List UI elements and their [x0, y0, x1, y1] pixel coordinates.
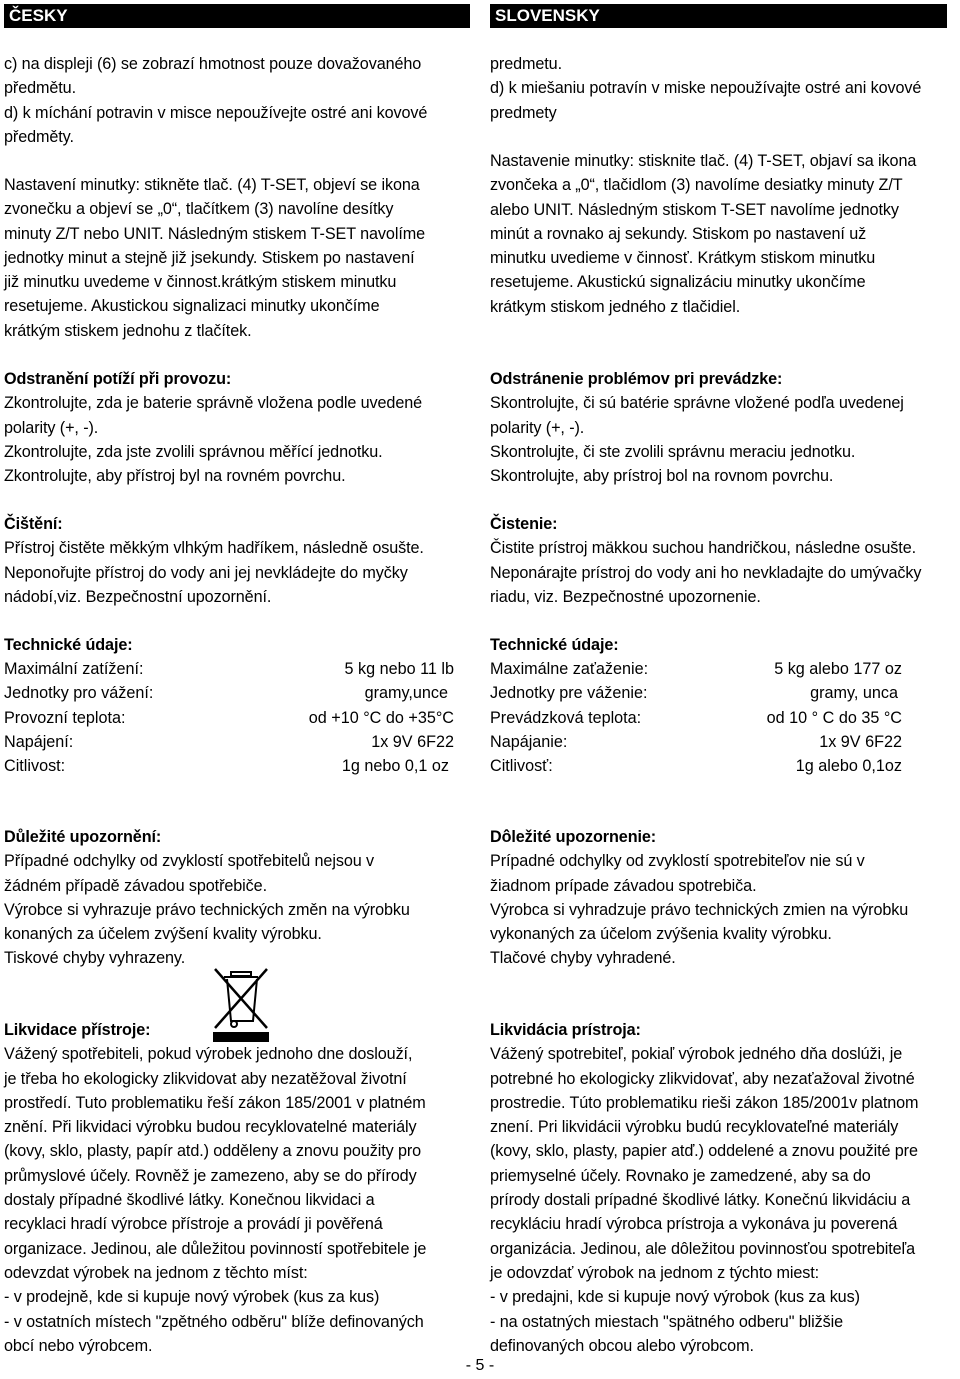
- cz-clean-line: Neponořujte přístroj do vody ani jej nevkládejte do myčky: [4, 563, 408, 582]
- czech-column: [4, 0, 470, 1355]
- cz-disposal-line: prostředí. Tuto problematiku řeší zákon 185/2001 v platném: [4, 1093, 426, 1112]
- slovak-column: [490, 0, 956, 1355]
- sk-trouble-line: Skontrolujte, či ste zvolili správnu meraciu jednotku.: [490, 442, 856, 461]
- cz-trouble-line: Zkontrolujte, zda je baterie správně vložena podle uvedené: [4, 394, 423, 413]
- cz-intro: [4, 52, 470, 149]
- sk-tech-specs: [490, 657, 902, 778]
- cz-cleaning: [4, 512, 470, 609]
- cz-disposal-line: - v prodejně, kde si kupuje nový výrobek (kus za kus): [4, 1288, 380, 1307]
- sk-intro-line: predmetu.: [490, 55, 562, 73]
- cz-spec-row: [4, 754, 454, 778]
- sk-timer-line: Nastavenie minutky: stisknite tlač. (4) T-SET, objaví sa ikona: [490, 152, 917, 170]
- cz-intro-line: d) k míchání potravin v misce nepoužívejte ostré ani kovové: [4, 103, 428, 122]
- czech-header: ČESKY: [4, 4, 470, 28]
- spec-value: 1x 9V 6F22: [371, 732, 454, 751]
- cz-important-line: Výrobce si vyhrazuje právo technických změn na výrobku: [4, 900, 410, 919]
- cz-tech-specs: [4, 657, 454, 778]
- sk-clean-line: riadu, viz. Bezpečnostné upozornenie.: [490, 587, 761, 606]
- spec-label: Maximální zatížení:: [4, 660, 144, 678]
- cz-intro-line: předmětu.: [4, 79, 76, 98]
- sk-spec-row: [490, 657, 902, 681]
- sk-spec-row: [490, 730, 902, 754]
- cz-important-line: Tiskové chyby vyhrazeny.: [4, 949, 186, 968]
- cz-trouble-title: Odstranění potíží při provozu:: [4, 370, 232, 388]
- sk-timer-line: zvončeka a „0“, tlačidlom (3) navolíme desiatky minuty Z/T: [490, 176, 903, 195]
- crossed-out-wheelie-bin-icon: [210, 964, 272, 1044]
- cz-disposal-line: organizace. Jedinou, ale důležitou povinností spotřebitele je: [4, 1239, 427, 1258]
- spec-value: 1g nebo 0,1 oz: [341, 757, 449, 776]
- sk-important-line: Tlačové chyby vyhradené.: [490, 949, 676, 968]
- sk-trouble-line: Skontrolujte, aby prístroj bol na rovnom povrchu.: [490, 467, 834, 486]
- sk-timer: [490, 149, 956, 319]
- cz-disposal-line: (kovy, sklo, plasty, papír atd.) odděleny a znovu použity pro: [4, 1142, 422, 1161]
- sk-disposal-line: potrebné ho ekologicky zlikvidovať, aby nezaťažoval životné: [490, 1069, 915, 1088]
- sk-clean-line: Čistite prístroj mäkkou suchou handričkou, následne osušte.: [490, 539, 916, 558]
- cz-spec-row: [4, 681, 454, 705]
- cz-important-line: žádném případě závadou spotřebiče.: [4, 876, 267, 895]
- spec-label: Maximálne zaťaženie:: [490, 660, 649, 678]
- cz-intro-line: předměty.: [4, 127, 74, 146]
- sk-disposal-line: definovaných obcou alebo výrobcom.: [490, 1336, 754, 1355]
- cz-spec-row: [4, 730, 454, 754]
- cz-important-line: Případné odchylky od zvyklostí spotřebitelů nejsou v: [4, 852, 375, 871]
- sk-trouble-title: Odstránenie problémov pri prevádzke:: [490, 370, 783, 388]
- spec-value: 5 kg alebo 177 oz: [774, 660, 902, 678]
- sk-intro-line: predmety: [490, 103, 557, 122]
- cz-clean-line: Přístroj čistěte měkkým vlhkým hadříkem, následně osušte.: [4, 539, 424, 558]
- cz-important: [4, 825, 470, 971]
- sk-disposal-line: priemyselné účely. Rovnako je zamedzené, aby sa do: [490, 1166, 871, 1185]
- spec-label: Jednotky pre váženie:: [490, 684, 648, 703]
- cz-troubleshooting: [4, 367, 470, 488]
- cz-timer: [4, 173, 470, 343]
- sk-disposal: [490, 1018, 956, 1358]
- cz-trouble-line: polarity (+, -).: [4, 418, 99, 437]
- spec-label: Napájanie:: [490, 732, 568, 751]
- cz-disposal-title: Likvidace přístroje:: [4, 1021, 151, 1039]
- sk-important-line: žiadnom prípade závadou spotrebiča.: [490, 876, 757, 895]
- sk-timer-line: minutku uvedieme v činnosť. Krátkym stiskom minutku: [490, 249, 876, 268]
- sk-important: [490, 825, 956, 971]
- sk-disposal-line: organizácia. Jedinou, ale dôležitou povinnosťou spotrebiteľa: [490, 1239, 916, 1258]
- cz-disposal-line: Vážený spotřebiteli, pokud výrobek jednoho dne doslouží,: [4, 1045, 413, 1064]
- spec-value: gramy, unca: [810, 684, 898, 703]
- cz-clean-line: nádobí,viz. Bezpečnostní upozornění.: [4, 587, 272, 606]
- sk-disposal-line: prostredie. Túto problematiku rieši zákon 185/2001v platnom: [490, 1093, 919, 1112]
- spec-value: od +10 °C do +35°C: [308, 708, 454, 727]
- sk-disposal-line: recykláciu hradí výrobca prístroja a vykonáva ju poverená: [490, 1215, 898, 1234]
- cz-timer-line: jednotky minut a stejně již jsekundy. Stiskem po nastavení: [4, 248, 415, 267]
- spec-label: Jednotky pro vážení:: [4, 684, 154, 703]
- sk-trouble-line: polarity (+, -).: [490, 418, 585, 437]
- sk-disposal-line: (kovy, sklo, plasty, papier atď.) oddelené a znovu použité pre: [490, 1142, 918, 1161]
- spec-label: Citlivosť:: [490, 757, 553, 776]
- cz-trouble-line: Zkontrolujte, aby přístroj byl na rovném povrchu.: [4, 467, 346, 486]
- cz-spec-row: [4, 657, 454, 681]
- spec-value: od 10 ° C do 35 °C: [766, 708, 902, 727]
- cz-disposal: [4, 1018, 470, 1358]
- sk-trouble-line: Skontrolujte, či sú batérie správne vložené podľa uvedenej: [490, 394, 904, 413]
- sk-disposal-line: - na ostatných miestach "spätného odberu" bližšie: [490, 1312, 844, 1331]
- sk-disposal-line: prírody dostali prípadné škodlivé látky. Konečnú likvidáciu a: [490, 1191, 911, 1210]
- sk-important-line: Výrobca si vyhradzuje právo technických zmien na výrobku: [490, 900, 909, 919]
- spec-label: Napájení:: [4, 732, 74, 751]
- sk-important-title: Dôležité upozornenie:: [490, 828, 657, 846]
- sk-timer-line: resetujeme. Akustickú signalizáciu minutky ukončíme: [490, 273, 866, 292]
- sk-important-line: Prípadné odchylky od zvyklostí spotrebiteľov nie sú v: [490, 852, 865, 871]
- slovak-header: SLOVENSKY: [490, 4, 947, 28]
- cz-timer-line: minuty Z/T nebo UNIT. Následným stiskem T-SET navolíme: [4, 224, 426, 243]
- sk-spec-row: [490, 681, 902, 705]
- cz-spec-row: [4, 706, 454, 730]
- cz-disposal-line: - v ostatních místech "zpětného odběru" blíže definovaných: [4, 1312, 424, 1331]
- spec-value: gramy,unce: [364, 684, 448, 703]
- cz-trouble-line: Zkontrolujte, zda jste zvolili správnou měřící jednotku.: [4, 442, 383, 461]
- sk-spec-row: [490, 706, 902, 730]
- sk-disposal-line: Vážený spotrebiteľ, pokiaľ výrobok jedného dňa doslúži, je: [490, 1045, 903, 1064]
- sk-cleaning: [490, 512, 956, 609]
- sk-disposal-line: znení. Pri likvidácii výrobku budú recyklovateľné materiály: [490, 1118, 899, 1137]
- sk-clean-line: Neponárajte prístroj do vody ani ho nevkladajte do umývačky: [490, 563, 922, 582]
- cz-timer-line: krátkým stiskem jednohu z tlačítek.: [4, 321, 252, 340]
- spec-value: 1g alebo 0,1oz: [795, 757, 902, 776]
- spec-label: Citlivost:: [4, 757, 66, 776]
- sk-tech-title: Technické údaje:: [490, 636, 619, 654]
- cz-timer-line: již minutku uvedeme v činnost.krátkým stiskem minutku: [4, 273, 397, 292]
- cz-disposal-line: odevzdat výrobek na jednom z těchto míst:: [4, 1263, 308, 1282]
- sk-intro: [490, 52, 956, 125]
- sk-timer-line: krátkym stiskom jedného z tlačidiel.: [490, 297, 741, 316]
- sk-disposal-line: je odovzdať výrobok na jednom z týchto miest:: [490, 1263, 820, 1282]
- cz-disposal-line: znění. Při likvidaci výrobku budou recyklovatelné materiály: [4, 1118, 417, 1137]
- cz-disposal-line: průmyslové účely. Rovněž je zamezeno, aby se do přírody: [4, 1166, 417, 1185]
- sk-important-line: vykonaných za účelom zvýšenia kvality výrobku.: [490, 925, 832, 944]
- cz-important-line: konaných za účelem zvýšení kvality výrobku.: [4, 925, 322, 944]
- spec-value: 1x 9V 6F22: [819, 732, 902, 751]
- sk-intro-line: d) k miešaniu potravín v miske nepoužívajte ostré ani kovové: [490, 79, 922, 98]
- cz-disposal-line: dostaly případné škodlivé látky. Konečnou likvidaci a: [4, 1191, 375, 1210]
- page-number: - 5 -: [465, 1357, 495, 1374]
- spec-label: Prevádzková teplota:: [490, 708, 642, 727]
- cz-timer-line: Nastavení minutky: stikněte tlač. (4) T-SET, objeví se ikona: [4, 176, 420, 194]
- spec-label: Provozní teplota:: [4, 708, 126, 727]
- cz-timer-line: resetujeme. Akustickou signalizaci minutky ukončíme: [4, 297, 380, 316]
- cz-disposal-line: recyklaci hradí výrobce přístroje a provádí ji pověřená: [4, 1215, 383, 1234]
- cz-timer-line: zvonečku a objeví se „0“, tlačítkem (3) navolíne desítky: [4, 200, 394, 219]
- cz-tech-title: Technické údaje:: [4, 636, 133, 654]
- sk-timer-line: alebo UNIT. Následným stiskom T-SET navolíme jednotky: [490, 200, 899, 219]
- cz-intro-line: c) na displeji (6) se zobrazí hmotnost pouze dovažovaného: [4, 55, 422, 73]
- sk-timer-line: minút a rovnako aj sekundy. Stiskom po nastavení už: [490, 224, 867, 243]
- cz-disposal-line: je třeba ho ekologicky zlikvidovat aby nezatěžoval životní: [4, 1069, 407, 1088]
- spec-value: 5 kg nebo 11 lb: [344, 660, 454, 678]
- sk-disposal-line: - v predajni, kde si kupuje nový výrobok (kus za kus): [490, 1288, 860, 1307]
- sk-troubleshooting: [490, 367, 956, 488]
- sk-disposal-title: Likvidácia prístroja:: [490, 1021, 641, 1039]
- cz-important-title: Důležité upozornění:: [4, 828, 162, 846]
- cz-disposal-line: obcí nebo výrobcem.: [4, 1336, 153, 1355]
- sk-clean-title: Čistenie:: [490, 515, 558, 533]
- cz-clean-title: Čištění:: [4, 515, 63, 533]
- sk-spec-row: [490, 754, 902, 778]
